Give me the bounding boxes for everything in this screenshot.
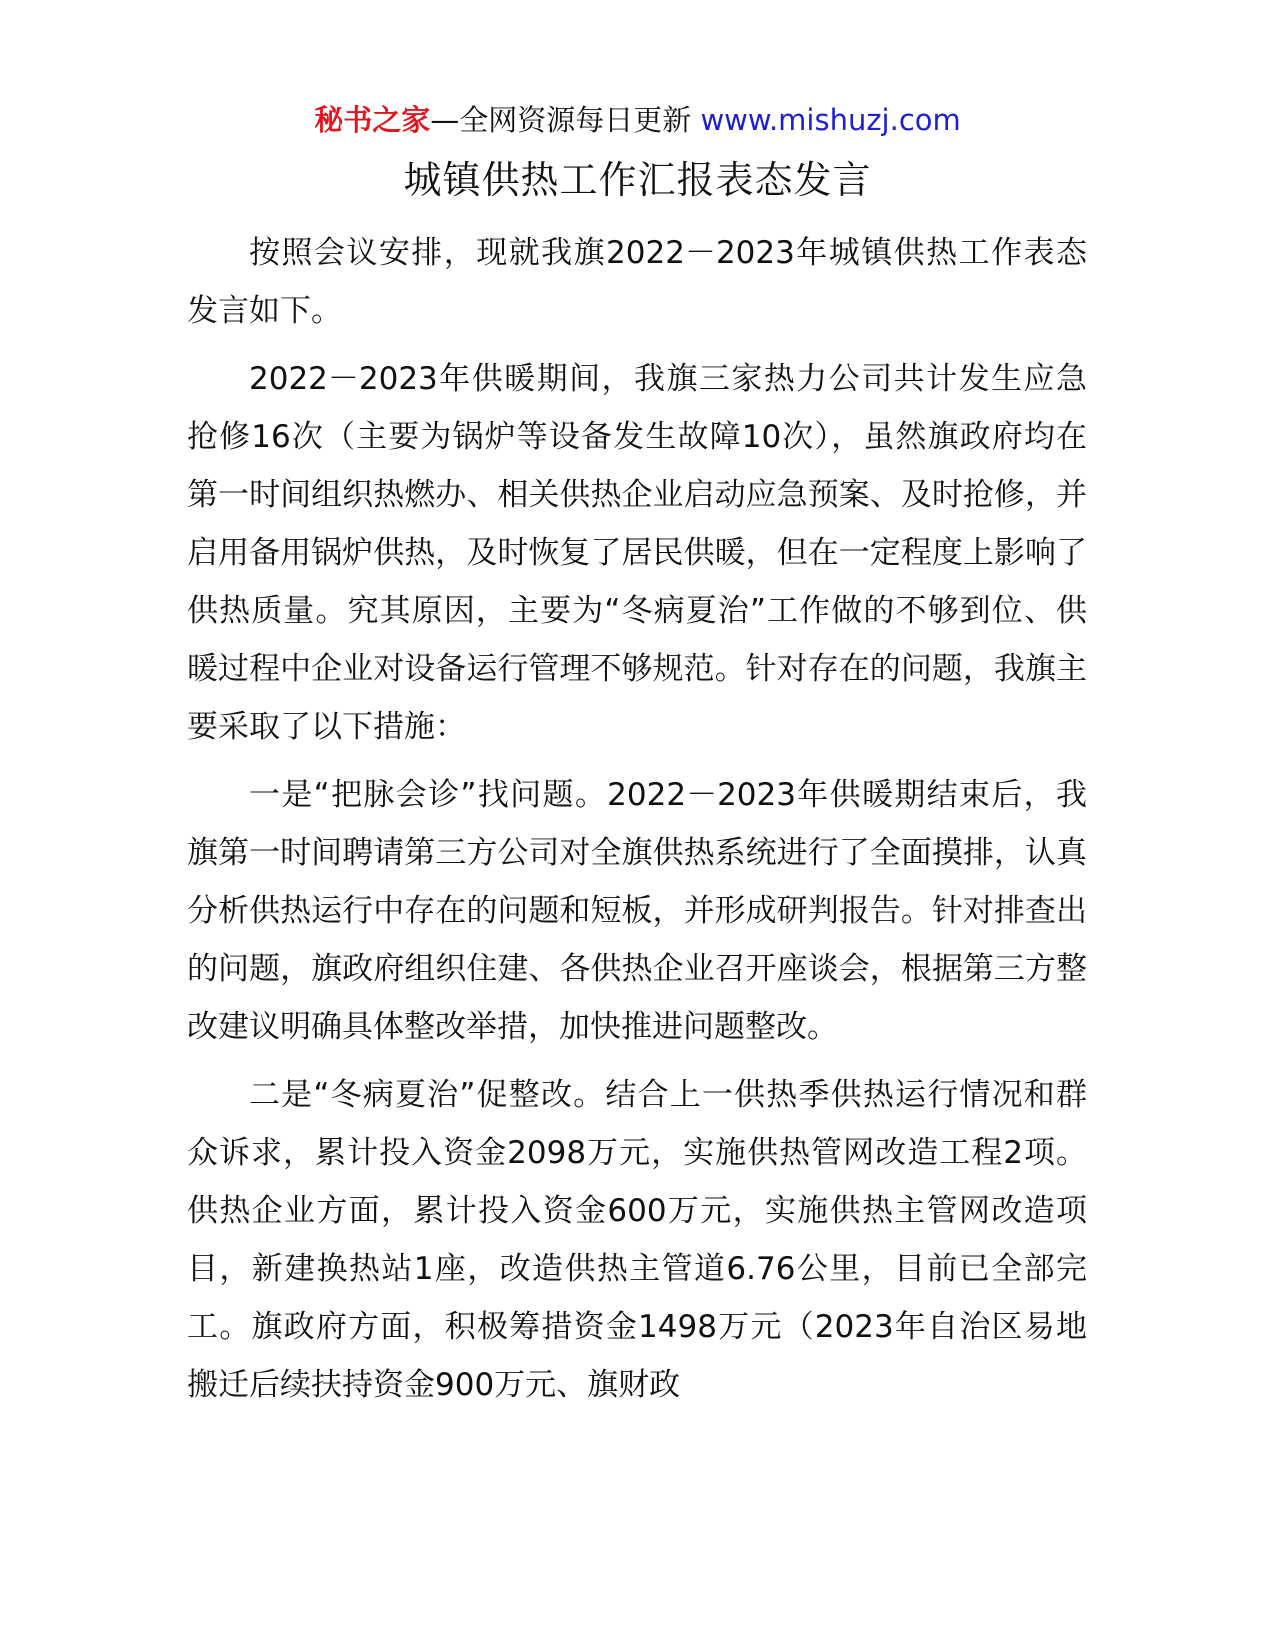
paragraph-intro: 按照会议安排，现就我旗2022－2023年城镇供热工作表态发言如下。 <box>187 235 1087 329</box>
paragraph-measure-one: 一是“把脉会诊”找问题。2022－2023年供暖期结束后，我旗第一时间聘请第三方公司对全旗供热系统进行了全面摸排，认真分析供热运行中存在的问题和短板，并形成研判报告。针对排查出的问题，旗政府组织住建、各供热企业召开座谈会，根据第三方整改建议明确具体整改举措，加快推进问题整改。 <box>187 777 1087 1045</box>
site-header <box>0 100 1275 140</box>
header-tagline: —全网资源每日更新 <box>430 103 692 137</box>
paragraph-situation: 2022－2023年供暖期间，我旗三家热力公司共计发生应急抢修16次（主要为锅炉等设备发生故障10次），虽然旗政府均在第一时间组织热燃办、相关供热企业启动应急预案、及时抢修，并启用备用锅炉供热，及时恢复了居民供暖，但在一定程度上影响了供热质量。究其原因，主要为“冬病夏治”工作做的不够到位、供暖过程中企业对设备运行管理不够规范。针对存在的问题，我旗主要采取了以下措施： <box>187 361 1087 745</box>
document-title: 城镇供热工作汇报表态发言 <box>403 158 872 202</box>
brand-name: 秘书之家 <box>314 103 431 137</box>
document-body <box>187 224 1087 1424</box>
paragraph-measure-two: 二是“冬病夏治”促整改。结合上一供热季供热运行情况和群众诉求，累计投入资金2098万元，实施供热管网改造工程2项。供热企业方面，累计投入资金600万元，实施供热主管网改造项目，新建换热站1座，改造供热主管道6.76公里，目前已全部完工。旗政府方面，积极筹措资金1498万元（2023年自治区易地搬迁后续扶持资金900万元、旗财政 <box>187 1077 1087 1403</box>
site-url-link[interactable]: www.mishuzj.com <box>700 103 961 137</box>
